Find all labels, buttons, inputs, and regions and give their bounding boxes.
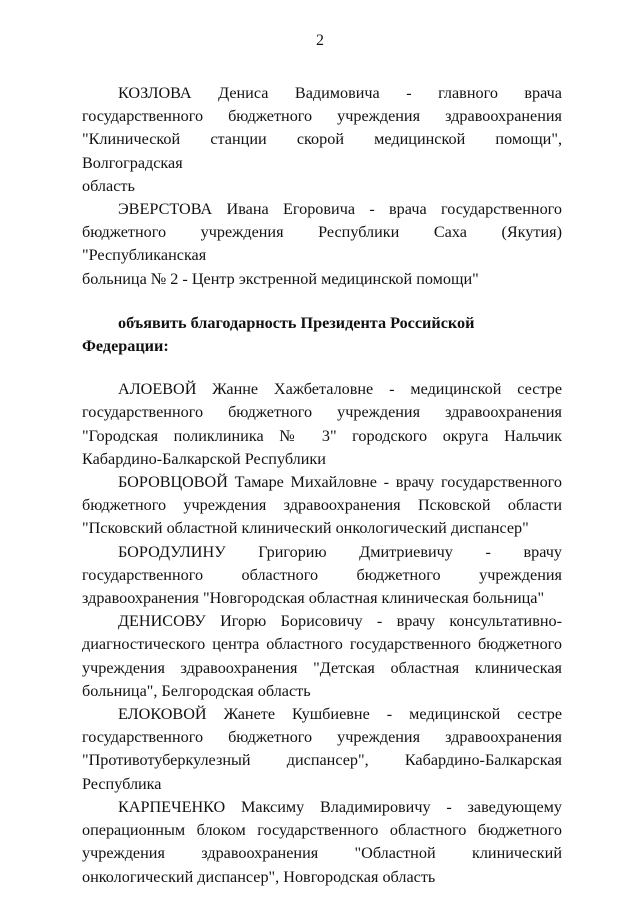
entry-line: онкологический диспансер", Новгородская область: [82, 867, 436, 886]
entry-line: больница", Белгородская область: [82, 681, 311, 700]
gratitude-entry-borodulin: [82, 541, 562, 611]
entry-line: государственного бюджетного учреждения здравоохранения: [82, 403, 562, 422]
entry-line: операционным блоком государственного областного бюджетного: [82, 821, 562, 840]
entry-line: АЛОЕВОЙ Жанне Хажбеталовне - медицинской сестре: [118, 380, 562, 399]
page-number: 2: [316, 32, 324, 49]
entry-line: "Городская поликлиника № 3" городского округа Нальчик: [82, 426, 562, 445]
entry-line: ЭВЕРСТОВА Ивана Егоровича - врача государственного: [118, 200, 562, 219]
entry-line: государственного бюджетного учреждения здравоохранения: [82, 107, 562, 126]
entry-line: КОЗЛОВА Дениса Вадимовича - главного врача: [118, 84, 562, 102]
award-entry-everstov: [82, 198, 562, 291]
entry-line: учреждения здравоохранения "Областной клинический: [82, 844, 562, 863]
entry-line: ДЕНИСОВУ Игорю Борисовичу - врачу консультативно-: [118, 612, 562, 631]
gratitude-entry-aloeva: [82, 378, 562, 471]
entry-line: КАРПЕЧЕНКО Максиму Владимировичу - заведующему: [118, 797, 562, 816]
entry-line: БОРОДУЛИНУ Григорию Дмитриевичу - врачу: [118, 542, 562, 561]
entry-line: больница № 2 - Центр экстренной медицинской помощи": [82, 269, 479, 288]
entry-line: бюджетного учреждения Республики Саха (Якутия) "Республиканская: [82, 223, 562, 265]
gratitude-entry-borovtsova: [82, 471, 562, 541]
entry-line: государственного областного бюджетного учреждения: [82, 565, 562, 584]
gratitude-entry-denisov: [82, 610, 562, 703]
award-entry-kozlov: [82, 82, 562, 198]
entry-line: бюджетного учреждения здравоохранения Псковской области: [82, 496, 562, 515]
entry-line: ЕЛОКОВОЙ Жанете Кушбиевне - медицинской сестре: [118, 705, 562, 724]
entry-line: здравоохранения "Новгородская областная клиническая больница": [82, 589, 545, 608]
entry-line: государственного бюджетного учреждения здравоохранения: [82, 728, 562, 747]
entry-line: Республика: [82, 774, 162, 793]
document-body: [82, 82, 562, 889]
entry-line: диагностического центра областного государственного бюджетного: [82, 635, 562, 654]
gratitude-entry-karpechenko: [82, 796, 562, 889]
section-heading: объявить благодарность Президента Российской Федерации:: [82, 313, 475, 356]
entry-line: учреждения здравоохранения "Детская областная клиническая: [82, 658, 562, 677]
entry-line: область: [82, 176, 135, 195]
entry-line: "Псковский областной клинический онкологический диспансер": [82, 519, 529, 538]
entry-line: "Противотуберкулезный диспансер", Кабардино-Балкарская: [82, 751, 562, 770]
entry-line: "Клинической станции скорой медицинской помощи", Волгоградская: [82, 130, 562, 172]
entry-line: Кабардино-Балкарской Республики: [82, 449, 326, 468]
entry-line: БОРОВЦОВОЙ Тамаре Михайловне - врачу государственного: [118, 473, 562, 492]
gratitude-entry-elokova: [82, 703, 562, 796]
